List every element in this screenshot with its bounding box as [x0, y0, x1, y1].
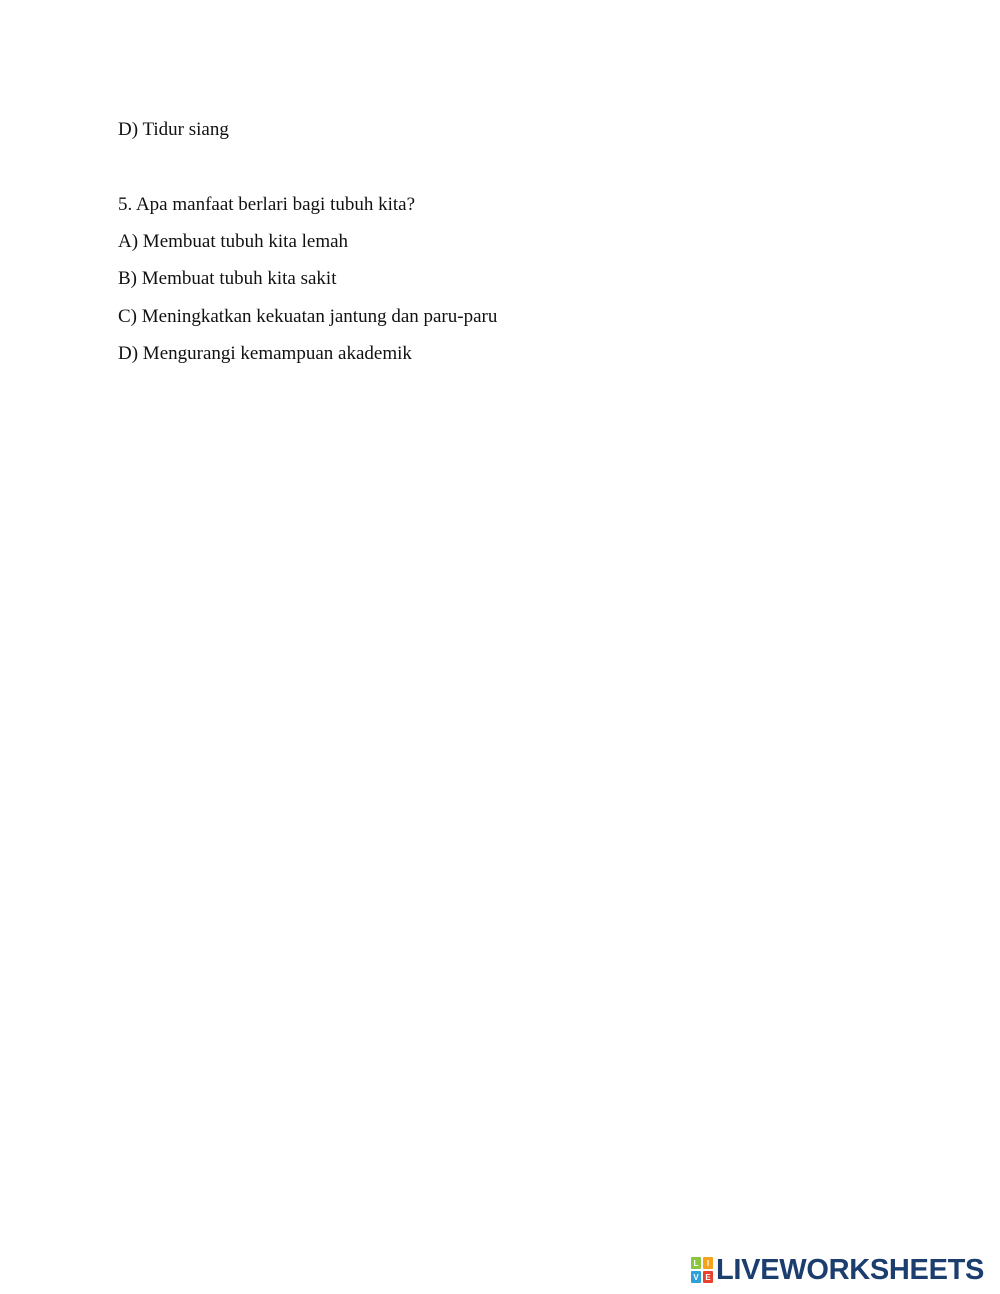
- logo-mark-tile: E: [703, 1271, 713, 1283]
- question-5-option-a: A) Membuat tubuh kita lemah: [118, 231, 349, 252]
- question-5-option-d: D) Mengurangi kemampuan akademik: [118, 343, 412, 364]
- logo-mark-tile: V: [691, 1271, 701, 1283]
- question-4-option-d: D) Tidur siang: [118, 119, 229, 140]
- question-5-option-b: B) Membuat tubuh kita sakit: [118, 268, 337, 289]
- question-5-prompt: 5. Apa manfaat berlari bagi tubuh kita?: [118, 194, 416, 215]
- logo-mark-tile: L: [691, 1257, 701, 1269]
- liveworksheets-logo: [691, 1256, 984, 1284]
- logo-mark-tile: I: [703, 1257, 713, 1269]
- question-5-option-c: C) Meningkatkan kekuatan jantung dan paru-paru: [118, 306, 498, 327]
- liveworksheets-logo-text: LIVEWORKSHEETS: [716, 1254, 985, 1286]
- liveworksheets-logo-icon: [691, 1257, 713, 1283]
